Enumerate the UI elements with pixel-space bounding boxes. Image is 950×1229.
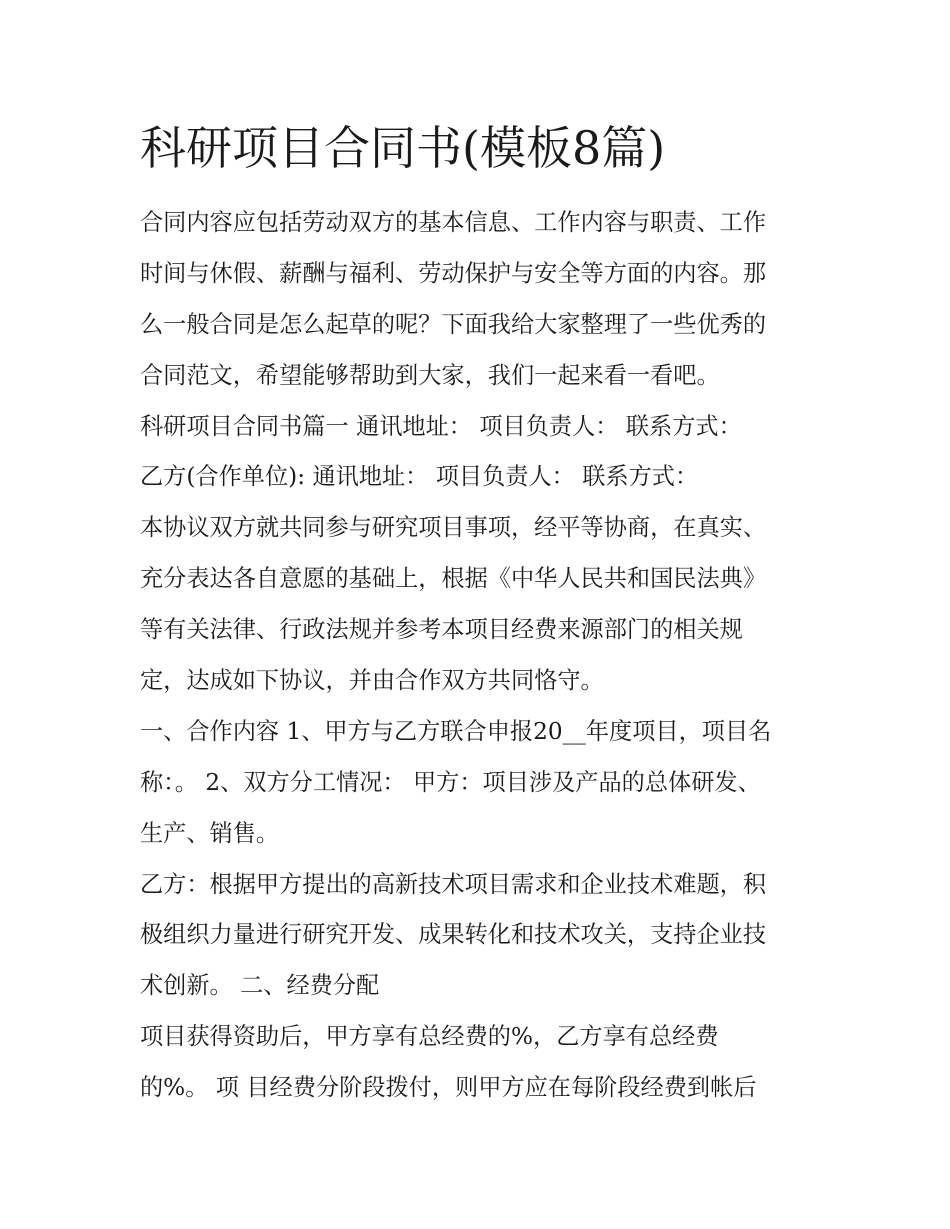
text-line: 术创新。 二、经费分配 [140,972,380,1000]
text-line: 乙方(合作单位): 通讯地址： 项目负责人： 联系方式： [140,463,699,491]
text-line: 极组织力量进行研究开发、成果转化和技术攻关，支持企业技 [140,921,767,949]
text-line: 充分表达各自意愿的基础上，根据《中华人民共和国民法典》 [140,565,767,593]
text-line: 项目获得资助后，甲方享有总经费的%，乙方享有总经费 [140,1023,719,1051]
text-line: 本协议双方就共同参与研究项目事项，经平等协商，在真实、 [140,514,767,542]
text-line: 定，达成如下协议，并由合作双方共同恪守。 [140,667,604,695]
text-line: 乙方：根据甲方提出的高新技术项目需求和企业技术难题，积 [140,870,767,898]
text-line: 一、合作内容 1、甲方与乙方联合申报20__年度项目，项目名 [140,717,772,745]
text-line: 么一般合同是怎么起草的呢？下面我给大家整理了一些优秀的 [140,310,767,338]
text-line: 合同内容应包括劳动双方的基本信息、工作内容与职责、工作 [140,209,767,236]
text-line: 合同范文，希望能够帮助到大家，我们一起来看一看吧。 [140,361,720,389]
text-line: 生产、销售。 [140,819,280,847]
text-line: 时间与休假、薪酬与福利、劳动保护与安全等方面的内容。那 [140,259,767,287]
text-line: 科研项目合同书篇一 通讯地址： 项目负责人： 联系方式： [140,412,742,440]
text-line: 称：。 2、双方分工情况： 甲方：项目涉及产品的总体研发、 [140,768,761,796]
document-body [140,205,820,1121]
text-line: 的%。 项 目经费分阶段拨付，则甲方应在每阶段经费到帐后 [140,1074,757,1102]
text-line: 等有关法律、行政法规并参考本项目经费来源部门的相关规 [140,616,743,644]
document-title: 科研项目合同书(模板8篇) [140,121,666,175]
